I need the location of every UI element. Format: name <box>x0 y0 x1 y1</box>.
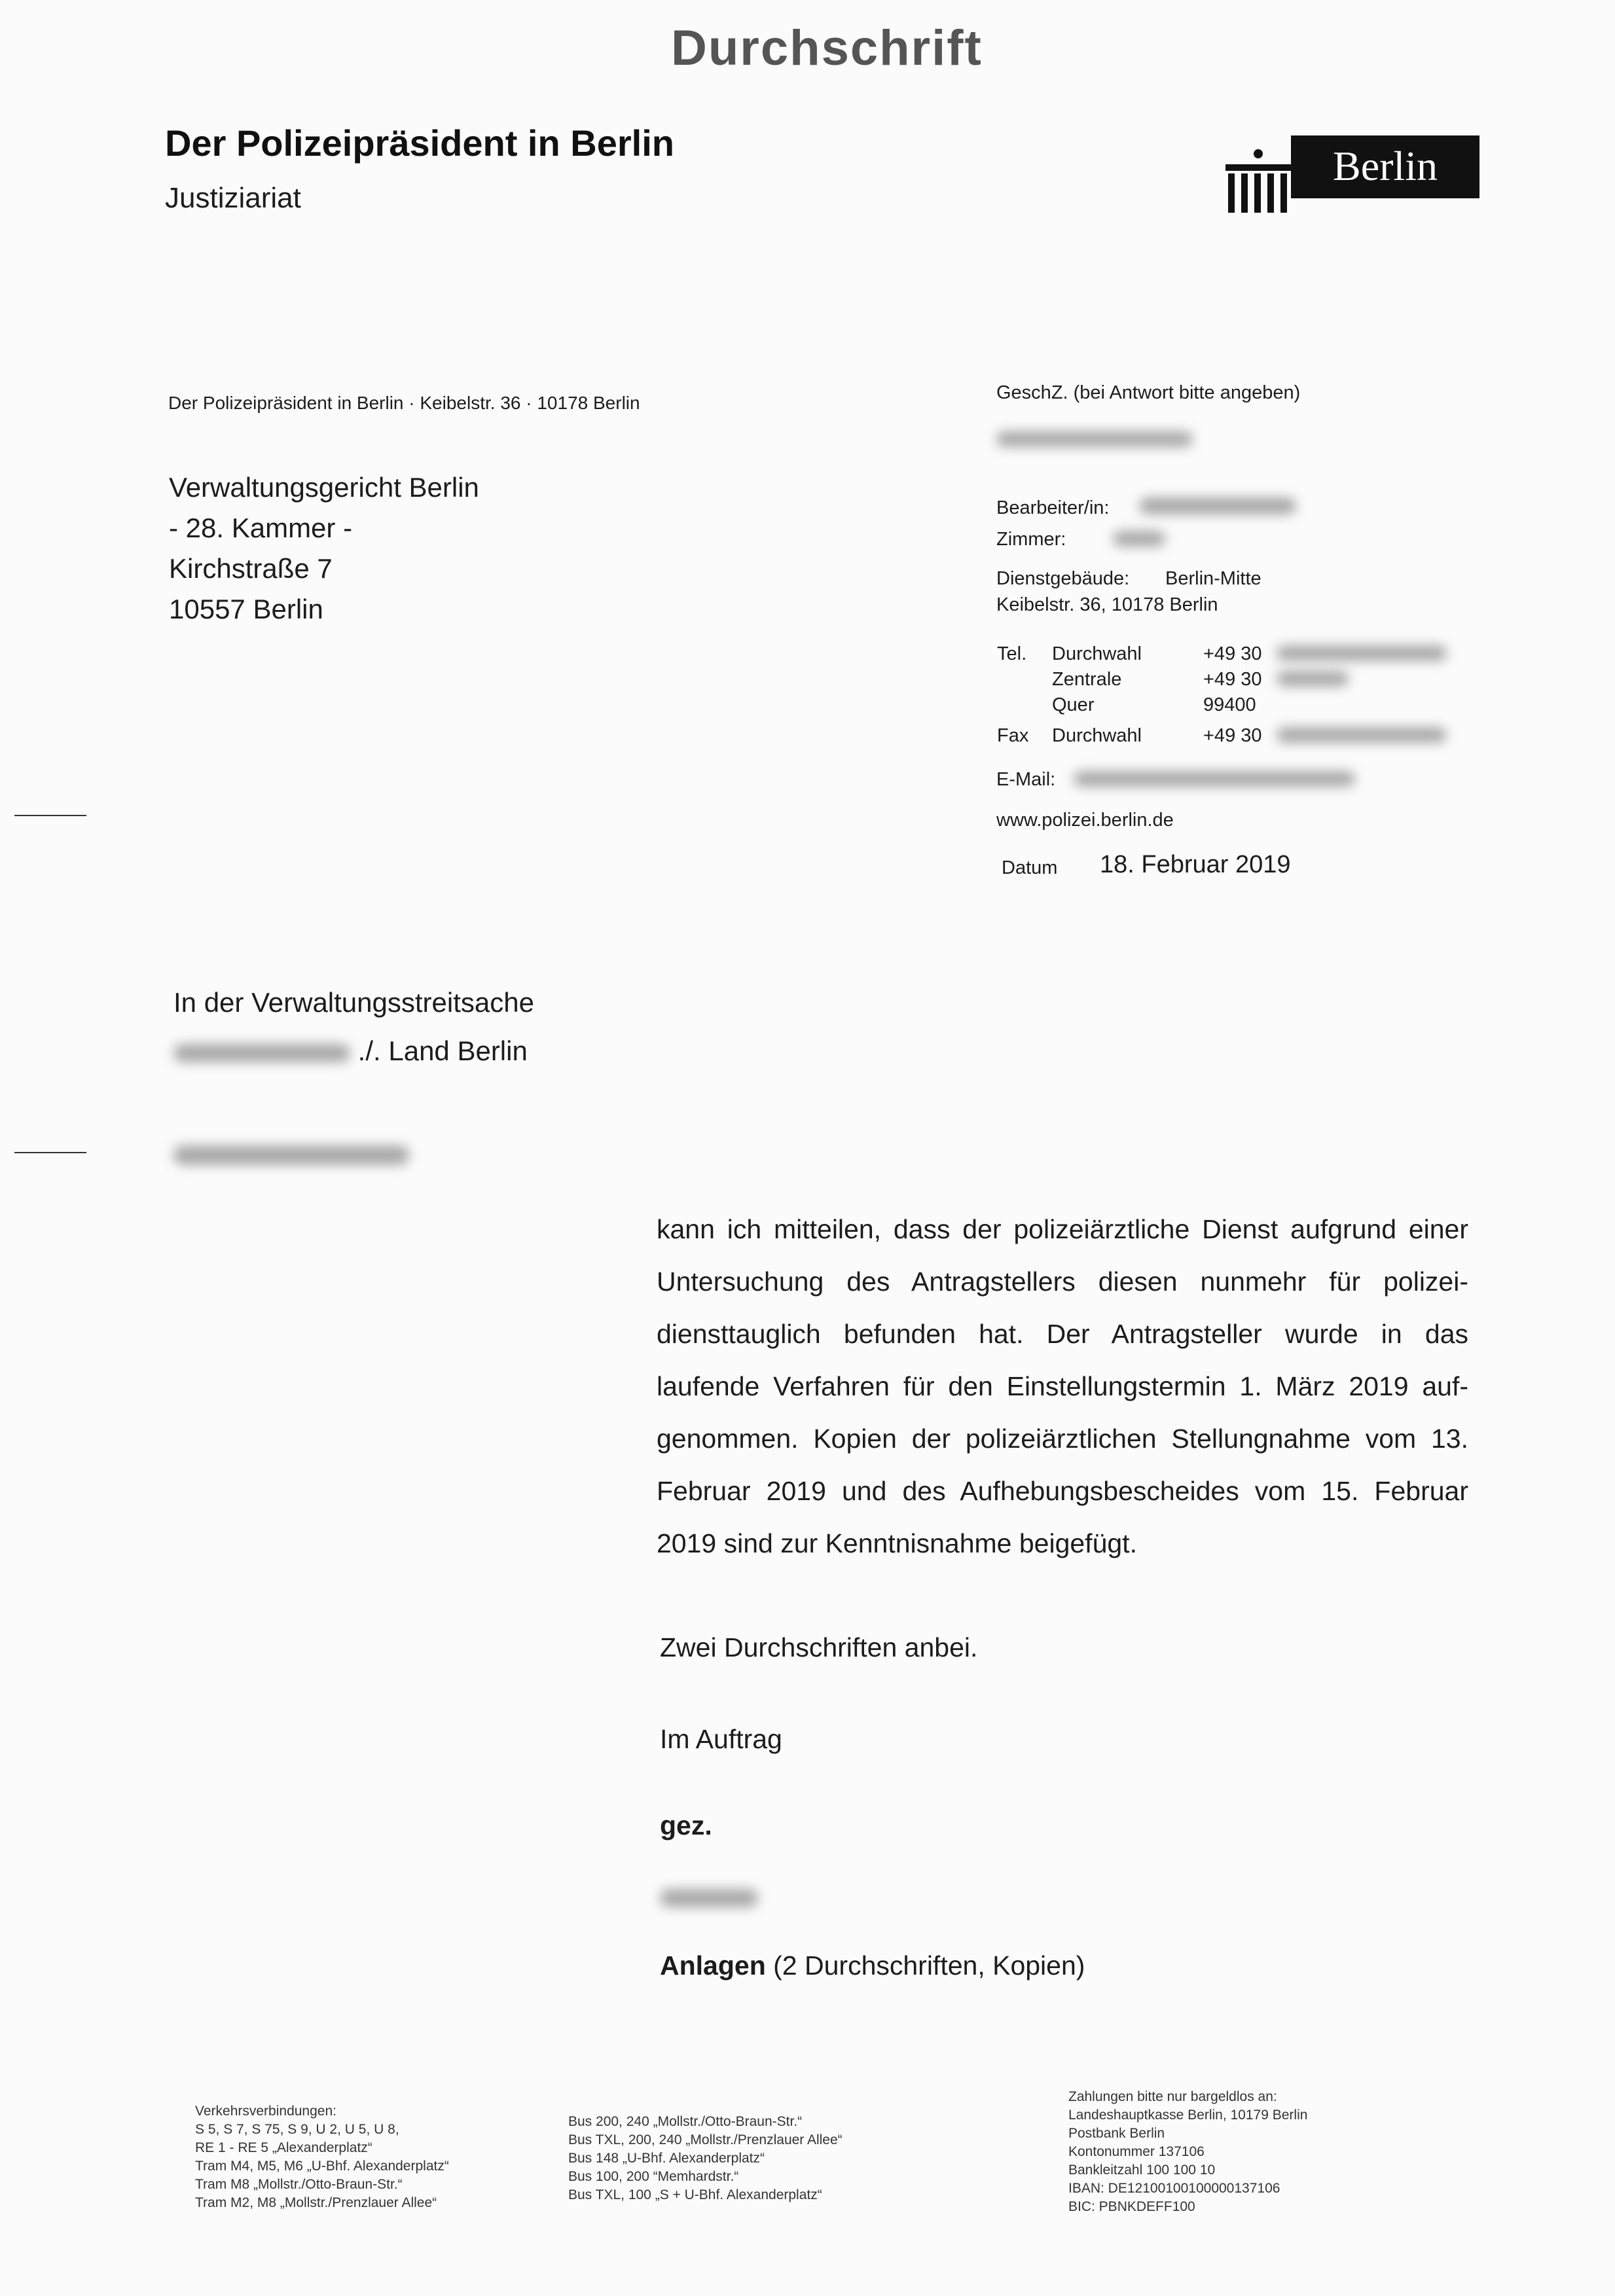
recipient-line-2: - 28. Kammer - <box>169 512 353 543</box>
recipient-line-3: Kirchstraße 7 <box>169 553 333 584</box>
footer-line: RE 1 - RE 5 „Alexanderplatz“ <box>195 2140 372 2155</box>
footer-transport-bus <box>568 2113 843 2204</box>
footer-line: Tram M2, M8 „Mollstr./Prenzlauer Allee“ <box>195 2195 437 2210</box>
footer-line: Tram M4, M5, M6 „U-Bhf. Alexanderplatz“ <box>195 2159 449 2174</box>
tel-label: Tel. <box>997 643 1027 664</box>
phone-cross-label: Quer <box>1052 694 1095 715</box>
copies-note: Zwei Durchschriften anbei. <box>660 1632 978 1662</box>
attachments-label: Anlagen <box>660 1950 766 1981</box>
footer-line: Landeshauptkasse Berlin, 10179 Berlin <box>1068 2108 1308 2123</box>
email-label: E-Mail: <box>996 769 1056 790</box>
date-value: 18. Februar 2019 <box>1100 851 1291 878</box>
footer-line: Kontonummer 137106 <box>1068 2144 1205 2159</box>
recipient-line-4: 10557 Berlin <box>169 594 323 624</box>
phone-direct-label: Durchwahl <box>1052 643 1142 664</box>
fax-direct-label: Durchwahl <box>1052 725 1142 746</box>
phone-central-redacted <box>1277 668 1349 689</box>
signed-marker: gez. <box>660 1810 712 1840</box>
fold-mark-top <box>14 815 86 816</box>
logo-text: Berlin <box>1333 143 1438 189</box>
room-redacted <box>1113 528 1165 549</box>
department-name: Justiziariat <box>165 182 301 214</box>
phone-direct-prefix: +49 30 <box>1203 643 1262 664</box>
footer-line: Bus 100, 200 “Memhardstr.“ <box>568 2169 739 2184</box>
attachments-value: (2 Durchschriften, Kopien) <box>773 1950 1085 1981</box>
footer-line: S 5, S 7, S 75, S 9, U 2, U 5, U 8, <box>195 2122 399 2137</box>
copy-stamp: Durchschrift <box>671 20 983 76</box>
phone-cross-value: 99400 <box>1203 694 1256 715</box>
footer-line: Bus 148 „U-Bhf. Alexanderplatz“ <box>568 2151 765 2166</box>
case-parties <box>173 1035 528 1067</box>
clerk-label: Bearbeiter/in: <box>996 497 1110 518</box>
footer-payment <box>1068 2088 1307 2216</box>
footer-line: Postbank Berlin <box>1068 2126 1165 2141</box>
case-intro: In der Verwaltungsstreitsache <box>173 987 534 1018</box>
fax-direct-redacted <box>1277 724 1447 745</box>
attachments-line <box>660 1950 1085 1981</box>
clerk-redacted <box>1139 495 1296 516</box>
phone-direct-redacted <box>1277 642 1447 664</box>
footer-line: BIC: PBNKDEFF100 <box>1068 2199 1195 2214</box>
footer-line: Tram M8 „Mollstr./Otto-Braun-Str.“ <box>195 2177 403 2192</box>
body-paragraph: kann ich mitteilen, dass der polizeiärztliche Dienst aufgrund einer Untersuchung des Antragstellers diesen nunmehr für polizeidiensttauglich befunden hat. Der Antragsteller wurde in das laufende Verfahren für den Einstellungstermin 1. März 2019 aufgenommen. Kopien der polizeiärztlichen Stellungnahme vom 13. Februar 2019 und des Aufhebungsbescheides vom 15. Februar 2019 sind zur Kenntnisnahme beigefügt. <box>657 1214 1468 1558</box>
case-number-redacted <box>173 1138 409 1169</box>
signer-redacted <box>660 1881 758 1912</box>
room-label: Zimmer: <box>996 529 1066 550</box>
footer-line: IBAN: DE12100100100000137106 <box>1068 2181 1280 2196</box>
recipient-line-1: Verwaltungsgericht Berlin <box>169 472 479 503</box>
building-label: Dienstgebäude: <box>996 568 1130 589</box>
footer-line: Bus TXL, 100 „S + U-Bhf. Alexanderplatz“ <box>568 2187 822 2202</box>
footer-line: Bus TXL, 200, 240 „Mollstr./Prenzlauer Allee“ <box>568 2132 843 2147</box>
footer-line: Bus 200, 240 „Mollstr./Otto-Braun-Str.“ <box>568 2114 803 2129</box>
footer-line: Bankleitzahl 100 100 10 <box>1068 2162 1216 2178</box>
reference-label: GeschZ. (bei Antwort bitte angeben) <box>996 382 1301 403</box>
organization-title: Der Polizeipräsident in Berlin <box>165 122 674 164</box>
phone-central-label: Zentrale <box>1052 669 1122 690</box>
sender-return-line: Der Polizeipräsident in Berlin · Keibelstr. 36 · 10178 Berlin <box>168 393 640 413</box>
phone-central-prefix: +49 30 <box>1203 669 1262 690</box>
email-redacted <box>1074 768 1355 789</box>
building-value: Berlin-Mitte <box>1165 568 1261 589</box>
date-label: Datum <box>1002 857 1058 878</box>
fax-direct-prefix: +49 30 <box>1203 725 1262 746</box>
footer-transport-rail <box>195 2102 449 2212</box>
fold-mark-bottom <box>14 1152 86 1153</box>
building-address: Keibelstr. 36, 10178 Berlin <box>996 594 1218 615</box>
website-link[interactable]: www.polizei.berlin.de <box>996 810 1174 831</box>
fax-label: Fax <box>997 725 1029 746</box>
on-behalf-line: Im Auftrag <box>660 1724 782 1754</box>
berlin-logo <box>1225 134 1481 219</box>
case-parties-suffix: ./. Land Berlin <box>357 1035 528 1066</box>
footer-line: Zahlungen bitte nur bargeldlos an: <box>1068 2089 1277 2104</box>
footer-line: Verkehrsverbindungen: <box>195 2104 336 2119</box>
reference-redacted <box>996 428 1193 450</box>
